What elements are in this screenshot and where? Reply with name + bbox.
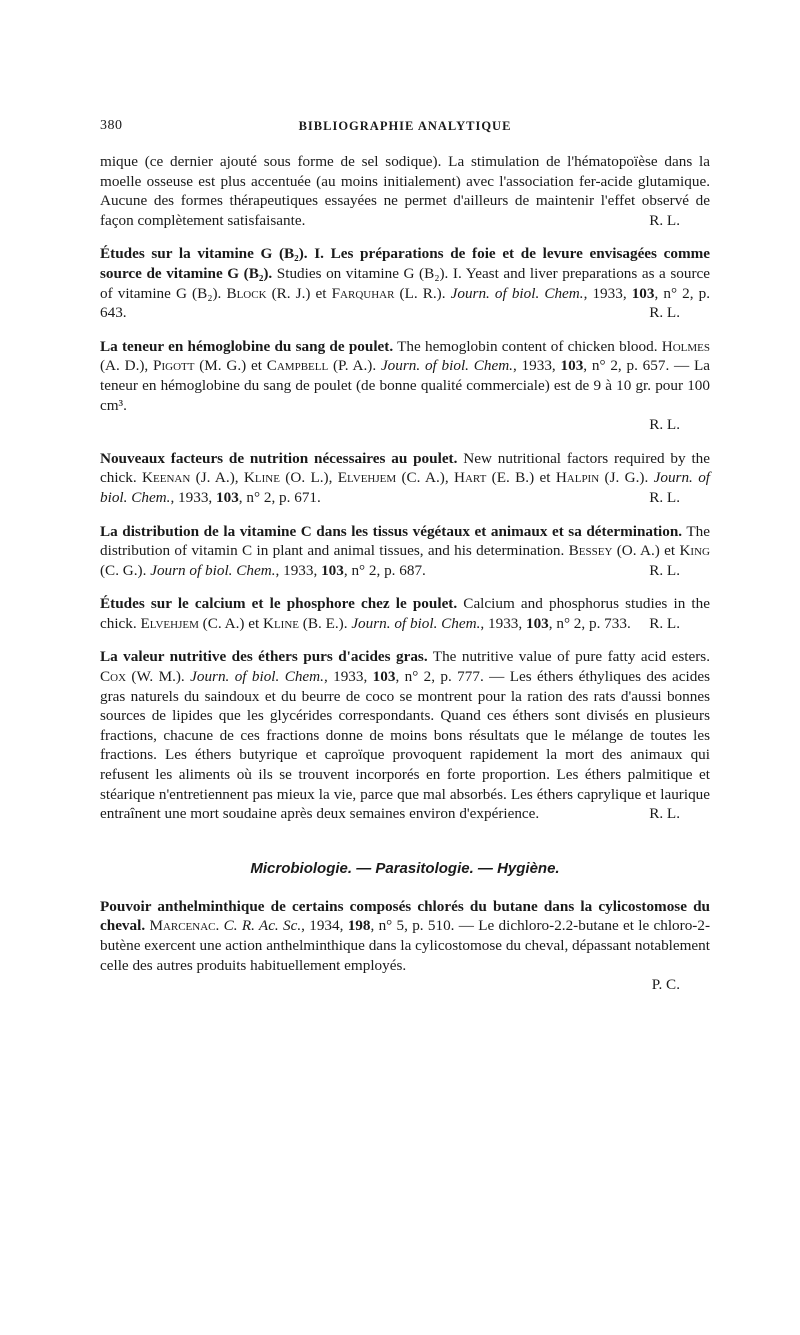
author-initials: (J. G.). xyxy=(599,469,654,487)
volume: 103 xyxy=(525,614,549,632)
entry-title: La valeur nutritive des éthers purs d'acides gras. xyxy=(100,648,428,666)
volume: 103 xyxy=(631,284,655,302)
author-initials: (L. R.). xyxy=(394,284,451,302)
author: Halpin xyxy=(555,469,600,487)
running-header xyxy=(100,118,710,140)
author: Marcenac xyxy=(149,917,216,935)
author-initials: (A. D.), xyxy=(100,357,154,375)
author-initials: (R. J.) et xyxy=(266,284,332,302)
volume: 103 xyxy=(560,357,584,375)
reference: , n° 2, p. 657. — La teneur en hémoglobine du sang de poulet (de bonne qualité commerciale) est de 9 à 10 gr. pour 100 cm³. xyxy=(100,357,711,414)
author-initials: (C. G.). xyxy=(100,561,151,579)
entry-title: La distribution de la vitamine C dans les tissus végétaux et animaux et sa détermination. xyxy=(100,522,683,540)
entry-title: Pouvoir anthelminthique de certains composés chlorés du butane dans la cylicostomose du cheval. xyxy=(100,897,710,935)
page xyxy=(100,118,710,995)
journal: Journ. of biol. Chem. xyxy=(351,614,481,632)
intro-text: mique (ce dernier ajouté sous forme de sel sodique). La stimulation de l'hématopoïèse dans la moelle osseuse est plus accentuée (au moins initialement) avec l'association fer-acide glutamique. Aucune des formes thérapeutiques essayées ne permet d'ailleurs de maintenir l'effet observé de façon complètement satisfaisante. xyxy=(100,153,710,229)
signature: R. L. xyxy=(649,614,680,632)
entry-3 xyxy=(100,449,710,508)
reference: , 1933, xyxy=(583,284,632,302)
author-initials: (P. A.). xyxy=(328,357,381,375)
page-number: 380 xyxy=(100,118,123,133)
journal: Journ. of biol. Chem. xyxy=(450,284,584,302)
author-initials: (W. M.). xyxy=(126,668,191,686)
author: Campbell xyxy=(266,357,329,375)
entry-body: Calcium and phosphorus studies in the chick. xyxy=(100,595,710,632)
entry-6 xyxy=(100,647,710,823)
entry-body: The hemoglobin content of chicken blood. xyxy=(393,337,662,355)
reference: , 1933, xyxy=(275,561,322,579)
entry-body: New nutritional factors required by the chick. xyxy=(100,449,710,487)
reference: , 1933, xyxy=(480,614,526,632)
reference: , n° 2, p. 643. xyxy=(100,284,710,322)
reference: , n° 2, p. 671. xyxy=(238,488,321,506)
entry-body: The nutritive value of pure fatty acid esters. xyxy=(427,648,710,666)
author: Pigott xyxy=(153,357,195,375)
author-initials: (C. A.), xyxy=(396,469,454,487)
reference: , n° 2, p. 687. xyxy=(343,561,426,579)
volume: 103 xyxy=(372,668,396,686)
journal: Journ of biol. Chem. xyxy=(150,561,276,579)
reference: , 1933, xyxy=(323,668,373,686)
author-initials: (O. A.) et xyxy=(612,542,680,560)
section-heading: Microbiologie. — Parasitologie. — Hygiène. xyxy=(250,859,560,877)
entry-body: The distribution of vitamin C in plant and animal tissues, and his determination. xyxy=(100,522,710,560)
reference: , n° 2, p. 733. xyxy=(548,614,631,632)
author-initials: (M. G.) et xyxy=(194,357,267,375)
journal: Journ. of biol. Chem. xyxy=(380,357,513,375)
entry-5 xyxy=(100,594,710,633)
author-initials: (J. A.), xyxy=(190,469,244,487)
reference: , 1933, xyxy=(512,357,561,375)
entry-title: Nouveaux facteurs de nutrition nécessaires au poulet. xyxy=(100,449,458,467)
signature: R. L. xyxy=(649,488,680,506)
volume: 103 xyxy=(216,488,239,506)
author-initials: (E. B.) et xyxy=(486,469,556,487)
journal: Journ. of biol. Chem. xyxy=(190,668,324,686)
author: King xyxy=(679,542,710,560)
entry-1 xyxy=(100,244,710,322)
signature: R. L. xyxy=(649,304,680,322)
journal: C. R. Ac. Sc. xyxy=(223,917,302,935)
entry-4 xyxy=(100,522,710,581)
author: Elvehjem xyxy=(140,614,199,632)
reference: , 1933, xyxy=(170,488,217,506)
author-initials: (C. A.) et xyxy=(198,614,263,632)
entry-title: Études sur le calcium et le phosphore chez le poulet. xyxy=(100,595,458,613)
author: Kline xyxy=(262,614,299,632)
signature: R. L. xyxy=(649,416,680,434)
volume: 103 xyxy=(321,561,344,579)
entry-7: Pouvoir anthelminthique de certains composés chlorés du butane dans la cylicostomose du cheval. Marcenac. C. R. Ac. Sc., 1934, 198, n° 5, p. 510. — Le dichloro-2.2-butane et le chloro-2-butène exercent une action anthelminthique dans la cylicostomose du cheval, dépassant notablement celle des autres produits habituellement employés. P. C. xyxy=(100,897,711,994)
reference: , n° 5, p. 510. — Le dichloro-2.2-butane et le chloro-2-butène exercent une action anthelminthique dans la cylicostomose du cheval, dépassant notablement celle des autres produits habituellement employés. xyxy=(100,917,711,974)
reference: , n° 2, p. 777. — Les éthers éthyliques des acides gras naturels du saindoux et du beurre de coco se montrent pour la ration des rats d'aussi bonnes sources de lipides que les glycérides correspondants. Quand ces éthers sont divisés en plusieurs fractions, chacune de ces fractions donne de moins bons résultats que le mélange de toutes les fractions. Les éthers butyrique et caproïque provoquent rapidement la mort des animaux qui refusent les aliments où ils se trouvent incorporés en forte proportion. Les éthers palmitique et stéarique n'entretiennent pas mieux la vie, parce que mal absorbés. Les éthers caprylique et laurique entraînent une mort soudaine après deux semaines environ d'expérience. xyxy=(100,668,710,823)
running-title: BIBLIOGRAPHIE ANALYTIQUE xyxy=(298,119,512,133)
author: Farquhar xyxy=(331,284,395,302)
author-initials: (B. E.). xyxy=(299,614,352,632)
author: Block xyxy=(226,284,267,302)
entry-title: La teneur en hémoglobine du sang de poulet. xyxy=(100,337,394,355)
signature: R. L. xyxy=(649,211,680,229)
reference: , 1934, xyxy=(301,917,348,935)
volume: 198 xyxy=(347,917,371,935)
author: Kline xyxy=(243,469,280,487)
entry-body: Studies on vitamine G (B₂). I. Yeast and liver preparations as a source of vitamine G (B₂). xyxy=(100,264,710,302)
author: Keenan xyxy=(142,469,191,487)
signature: P. C. xyxy=(651,976,680,994)
intro-paragraph xyxy=(100,152,710,230)
author: Elvehjem xyxy=(337,469,397,487)
entry-title: Études sur la vitamine G (B₂). I. Les préparations de foie et de levure envisagées comme source de vitamine G (B₂). xyxy=(100,245,710,282)
author: Hart xyxy=(453,469,487,487)
entry-2 xyxy=(100,337,710,435)
author: Bessey xyxy=(568,542,613,560)
author: Cox xyxy=(100,668,127,686)
journal: Journ. of biol. Chem. xyxy=(100,469,711,506)
signature: R. L. xyxy=(649,561,680,579)
author: Holmes xyxy=(661,337,710,355)
author-initials: (O. L.), xyxy=(279,469,338,487)
signature: R. L. xyxy=(649,805,680,823)
